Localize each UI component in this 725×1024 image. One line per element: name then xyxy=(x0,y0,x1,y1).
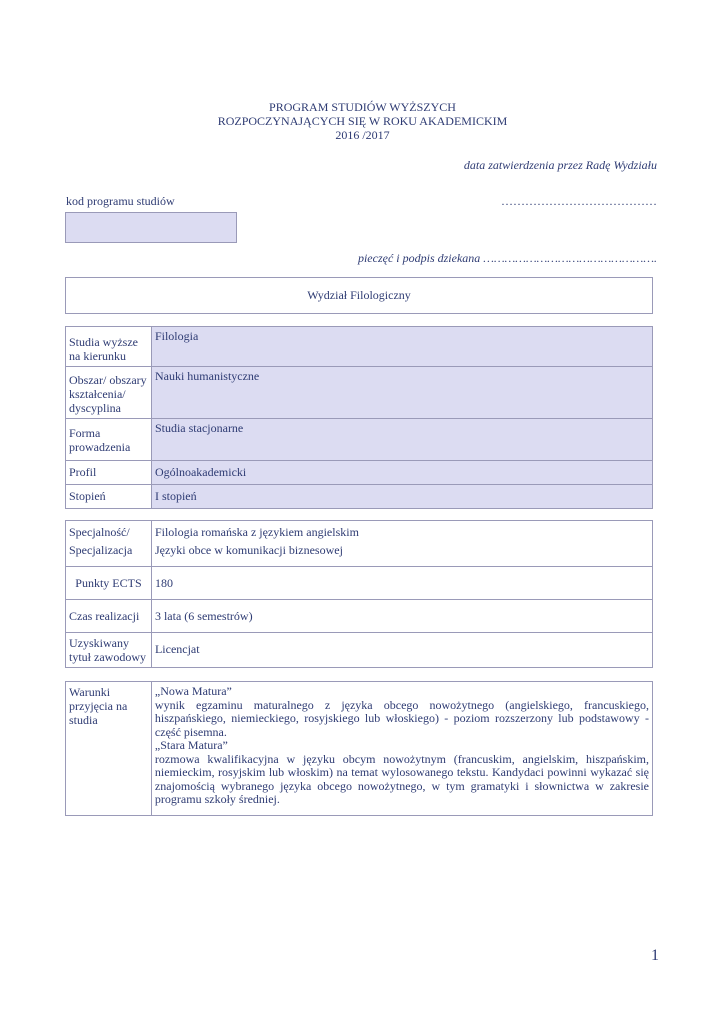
admission-table xyxy=(65,681,653,816)
header-line-1: PROGRAM STUDIÓW WYŻSZYCH xyxy=(269,100,456,114)
table-row xyxy=(66,600,653,633)
header-line-3: 2016 /2017 xyxy=(335,128,390,142)
form-label: Forma prowadzenia xyxy=(66,419,152,461)
faculty-name: Wydział Filologiczny xyxy=(307,288,411,302)
profile-label: Profil xyxy=(66,461,152,485)
header-line-2: ROZPOCZYNAJĄCYCH SIĘ W ROKU AKADEMICKIM xyxy=(217,114,508,128)
degree-label: Stopień xyxy=(66,485,152,509)
table-row xyxy=(66,461,653,485)
ects-label: Punkty ECTS xyxy=(66,567,152,600)
program-code-box xyxy=(65,212,237,243)
study-field-label: Studia wyższe na kierunku xyxy=(66,327,152,367)
table-row xyxy=(66,682,653,816)
specialty-value-line-2: Języki obce w komunikacji biznesowej xyxy=(154,543,343,557)
new-matura-text: wynik egzaminu maturalnego z języka obcego nowożytnego (angielskiego, francuskiego, hiszpańskiego, niemieckiego, rosyjskiego lub włoskiego) - poziom rozszerzony lub podstawowy - część pisemna. xyxy=(154,697,649,739)
page-number: 1 xyxy=(651,947,659,964)
table-row xyxy=(66,419,653,461)
specialty-label-line-2: Specjalizacja xyxy=(69,543,133,557)
specialty-label-line-1: Specjalność/ xyxy=(69,525,130,539)
faculty-box xyxy=(65,277,653,314)
study-field-value: Filologia xyxy=(151,327,652,367)
specialty-value xyxy=(151,521,652,567)
admission-label: Warunki przyjęcia na studia xyxy=(66,682,152,816)
professional-title-label: Uzyskiwany tytuł zawodowy xyxy=(66,633,152,668)
area-value: Nauki humanistyczne xyxy=(151,367,652,419)
table-row xyxy=(66,485,653,509)
table-row xyxy=(66,327,653,367)
duration-value: 3 lata (6 semestrów) xyxy=(151,600,652,633)
specialty-table xyxy=(65,520,653,668)
specialty-label xyxy=(66,521,152,567)
admission-conditions xyxy=(151,682,652,816)
area-label: Obszar/ obszary kształcenia/ dyscyplina xyxy=(66,367,152,419)
program-code-dots: ………………………………… xyxy=(501,194,657,208)
degree-value: I stopień xyxy=(151,485,652,509)
duration-label: Czas realizacji xyxy=(66,600,152,633)
old-matura-heading: „Stara Matura” xyxy=(154,738,228,752)
profile-value: Ogólnoakademicki xyxy=(151,461,652,485)
table-row xyxy=(66,633,653,668)
new-matura-heading: „Nowa Matura” xyxy=(154,684,232,698)
dean-signature-label: pieczęć i podpis dziekana …………………………………………. xyxy=(357,251,657,265)
approval-date-label: data zatwierdzenia przez Radę Wydziału xyxy=(463,158,657,172)
professional-title-value: Licencjat xyxy=(151,633,652,668)
old-matura-text: rozmowa kwalifikacyjna w języku obcym nowożytnym (francuskim, angielskim, hiszpańskim, niemieckim, rosyjskim lub włoskim) na temat wylosowanego tekstu. Kandydaci powinni wykazać się znajomością wybranego języka obcego nowożytnego, w tym gramatyki i słownictwa w zakresie programu szkoły średniej. xyxy=(154,751,649,806)
table-row xyxy=(66,567,653,600)
table-row xyxy=(66,367,653,419)
study-info-table xyxy=(65,326,653,509)
table-row xyxy=(66,521,653,567)
program-code-label: kod programu studiów xyxy=(66,194,175,208)
ects-value: 180 xyxy=(151,567,652,600)
specialty-value-line-1: Filologia romańska z językiem angielskim xyxy=(154,525,359,539)
form-value: Studia stacjonarne xyxy=(151,419,652,461)
